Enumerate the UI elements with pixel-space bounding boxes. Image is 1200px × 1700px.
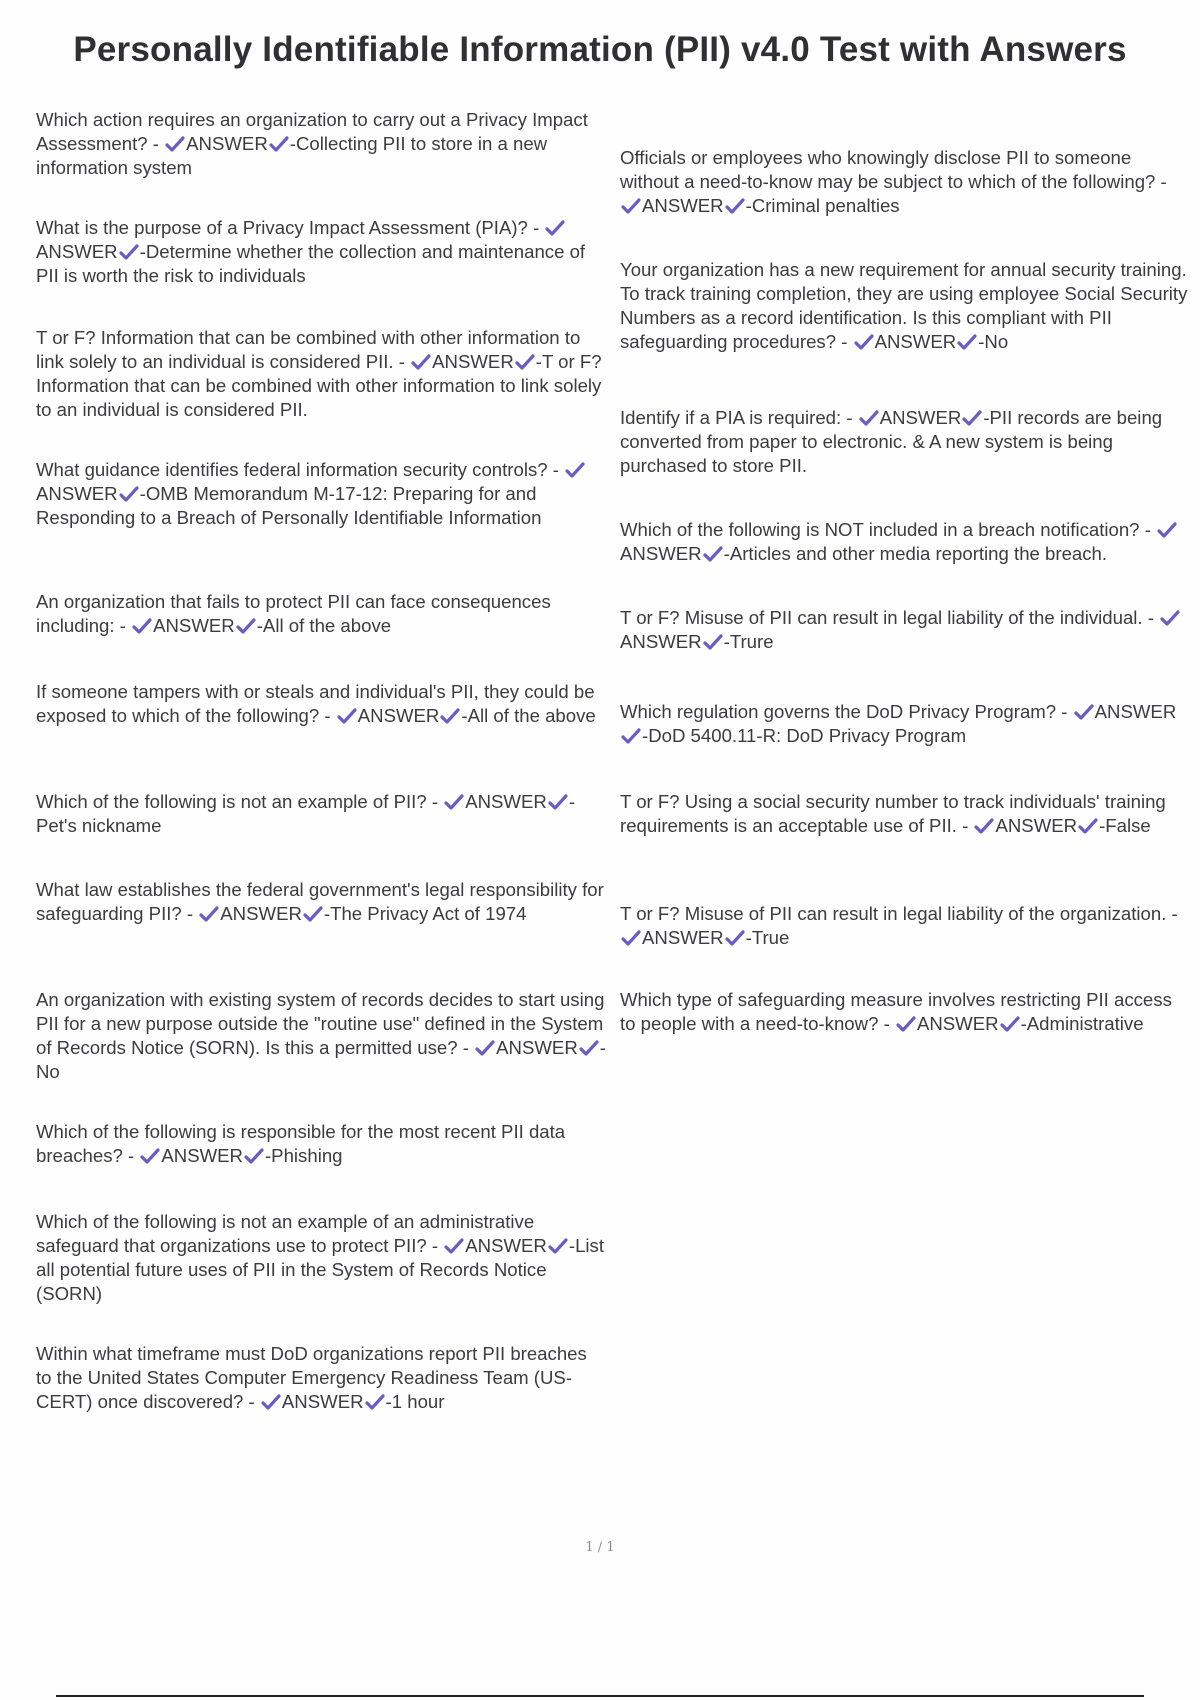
checkmark-icon	[1074, 704, 1094, 720]
answer-text: -Pet's nickname	[36, 791, 576, 836]
qa-item	[620, 258, 1190, 354]
question-text: Within what timeframe must DoD organizations report PII breaches to the United States Computer Emergency Readiness Team (US-CERT) once discovered? -	[36, 1343, 587, 1412]
answer-text: -All of the above	[461, 705, 596, 726]
checkmark-icon	[579, 1040, 599, 1056]
checkmark-icon	[896, 1016, 916, 1032]
qa-item	[36, 680, 606, 728]
qa-item	[36, 1120, 606, 1168]
answer-text: -No	[36, 1037, 606, 1082]
question-text: An organization that fails to protect PII can face consequences including: -	[36, 591, 551, 636]
checkmark-icon	[475, 1040, 495, 1056]
checkmark-icon	[303, 906, 323, 922]
qa-item	[36, 790, 606, 838]
answer-text: -Articles and other media reporting the breach.	[723, 543, 1108, 564]
answer-text: -The Privacy Act of 1974	[323, 903, 527, 924]
checkmark-icon	[140, 1148, 160, 1164]
answer-label: ANSWER	[879, 407, 962, 428]
checkmark-icon	[725, 198, 745, 214]
answer-text: -False	[1099, 815, 1151, 836]
checkmark-icon	[1160, 610, 1180, 626]
answer-label: ANSWER	[281, 1391, 364, 1412]
checkmark-icon	[132, 618, 152, 634]
checkmark-icon	[957, 334, 977, 350]
checkmark-icon	[1157, 522, 1177, 538]
checkmark-icon	[1000, 1016, 1020, 1032]
question-text: If someone tampers with or steals and individual's PII, they could be exposed to which of the following? -	[36, 681, 595, 726]
qa-item	[620, 988, 1190, 1036]
checkmark-icon	[621, 728, 641, 744]
question-text: Which of the following is not an example of PII? -	[36, 791, 444, 812]
answer-text: -OMB Memorandum M-17-12: Preparing for and Responding to a Breach of Personally Identifiable Information	[36, 483, 542, 528]
qa-item	[620, 700, 1190, 748]
question-text: What law establishes the federal government's legal responsibility for safeguarding PII? -	[36, 879, 604, 924]
page-number: 1 / 1	[585, 1540, 615, 1555]
question-text: Your organization has a new requirement for annual security training. To track training completion, they are using employee Social Security Numbers as a record identification. Is this compliant with PII safeguarding procedures? -	[620, 259, 1188, 352]
qa-item	[36, 590, 606, 638]
question-text: T or F? Misuse of PII can result in legal liability of the organization. -	[620, 903, 1178, 924]
question-text: Which action requires an organization to carry out a Privacy Impact Assessment? -	[36, 109, 588, 154]
checkmark-icon	[515, 354, 535, 370]
qa-item	[620, 790, 1190, 838]
question-text: T or F? Using a social security number to track individuals' training requirements is an acceptable use of PII. -	[620, 791, 1166, 836]
checkmark-icon	[444, 1238, 464, 1254]
checkmark-icon	[859, 410, 879, 426]
checkmark-icon	[1078, 818, 1098, 834]
checkmark-icon	[365, 1394, 385, 1410]
answer-label: ANSWER	[220, 903, 302, 924]
answer-text: -List all potential future uses of PII in the System of Records Notice (SORN)	[36, 1235, 605, 1304]
footer-divider	[56, 1695, 1144, 1697]
checkmark-icon	[621, 930, 641, 946]
checkmark-icon	[565, 462, 585, 478]
checkmark-icon	[236, 618, 256, 634]
qa-item	[36, 216, 606, 288]
question-text: Which of the following is NOT included in a breach notification? -	[620, 519, 1157, 540]
qa-item	[36, 458, 606, 530]
answer-label: ANSWER	[1094, 701, 1177, 722]
answer-label: ANSWER	[36, 241, 118, 262]
qa-item	[36, 988, 606, 1084]
checkmark-icon	[411, 354, 431, 370]
answer-text: -1 hour	[385, 1391, 445, 1412]
question-text: T or F? Misuse of PII can result in legal liability of the individual. -	[620, 607, 1160, 628]
question-text: What is the purpose of a Privacy Impact Assessment (PIA)? -	[36, 217, 545, 238]
checkmark-icon	[199, 906, 219, 922]
checkmark-icon	[269, 136, 289, 152]
answer-text: -True	[745, 927, 790, 948]
answer-label: ANSWER	[357, 705, 440, 726]
checkmark-icon	[119, 244, 139, 260]
checkmark-icon	[548, 794, 568, 810]
answer-label: ANSWER	[465, 791, 547, 812]
checkmark-icon	[440, 708, 460, 724]
answer-text: -T or F? Information that can be combined with other information to link solely to an individual is considered PII.	[36, 351, 602, 420]
checkmark-icon	[621, 198, 641, 214]
answer-text: -Trure	[723, 631, 774, 652]
qa-item	[36, 326, 606, 422]
answer-label: ANSWER	[874, 331, 957, 352]
qa-item	[620, 146, 1190, 218]
checkmark-icon	[337, 708, 357, 724]
answer-label: ANSWER	[153, 615, 235, 636]
qa-item	[36, 1210, 606, 1306]
question-text: Identify if a PIA is required: -	[620, 407, 858, 428]
checkmark-icon	[165, 136, 185, 152]
answer-text: -Collecting PII to store in a new information system	[36, 133, 548, 178]
qa-item	[620, 518, 1190, 566]
answer-label: ANSWER	[496, 1037, 578, 1058]
question-text: Which regulation governs the DoD Privacy Program? -	[620, 701, 1073, 722]
answer-text: -PII records are being converted from paper to electronic. & A new system is being purchased to store PII.	[620, 407, 1163, 476]
question-text: Officials or employees who knowingly disclose PII to someone without a need-to-know may be subject to which of the following? -	[620, 147, 1167, 192]
question-text: Which type of safeguarding measure involves restricting PII access to people with a need-to-know? -	[620, 989, 1172, 1034]
checkmark-icon	[725, 930, 745, 946]
answer-label: ANSWER	[620, 631, 702, 652]
qa-item	[36, 878, 606, 926]
checkmark-icon	[703, 634, 723, 650]
checkmark-icon	[444, 794, 464, 810]
answer-text: -Phishing	[264, 1145, 343, 1166]
question-text: Which of the following is not an example of an administrative safeguard that organizations use to protect PII? -	[36, 1211, 535, 1256]
answer-text: -All of the above	[256, 615, 392, 636]
answer-text: -No	[978, 331, 1009, 352]
qa-item	[36, 1342, 606, 1414]
answer-label: ANSWER	[36, 483, 118, 504]
answer-label: ANSWER	[186, 133, 268, 154]
checkmark-icon	[548, 1238, 568, 1254]
checkmark-icon	[244, 1148, 264, 1164]
answer-text: -Criminal penalties	[745, 195, 900, 216]
answer-label: ANSWER	[642, 927, 724, 948]
qa-item	[620, 406, 1190, 478]
checkmark-icon	[545, 220, 565, 236]
answer-label: ANSWER	[916, 1013, 999, 1034]
answer-text: -DoD 5400.11-R: DoD Privacy Program	[642, 725, 967, 746]
answer-label: ANSWER	[642, 195, 724, 216]
question-text: What guidance identifies federal information security controls? -	[36, 459, 565, 480]
qa-item	[36, 108, 606, 180]
checkmark-icon	[962, 410, 982, 426]
qa-item	[620, 606, 1190, 654]
question-text: An organization with existing system of records decides to start using PII for a new purpose outside the "routine use" defined in the System of Records Notice (SORN). Is this a permitted use? -	[36, 989, 605, 1058]
question-text: Which of the following is responsible for the most recent PII data breaches? -	[36, 1121, 566, 1166]
checkmark-icon	[119, 486, 139, 502]
page-title: Personally Identifiable Information (PII) v4.0 Test with Answers	[73, 30, 1127, 69]
answer-label: ANSWER	[465, 1235, 547, 1256]
checkmark-icon	[261, 1394, 281, 1410]
checkmark-icon	[703, 546, 723, 562]
answer-text: -Administrative	[1020, 1013, 1144, 1034]
answer-label: ANSWER	[995, 815, 1078, 836]
checkmark-icon	[974, 818, 994, 834]
answer-text: -Determine whether the collection and maintenance of PII is worth the risk to individuals	[36, 241, 586, 286]
question-text: T or F? Information that can be combined with other information to link solely to an individual is considered PII. -	[36, 327, 581, 372]
qa-item	[620, 902, 1190, 950]
answer-label: ANSWER	[620, 543, 702, 564]
answer-label: ANSWER	[161, 1145, 243, 1166]
checkmark-icon	[854, 334, 874, 350]
answer-label: ANSWER	[432, 351, 514, 372]
